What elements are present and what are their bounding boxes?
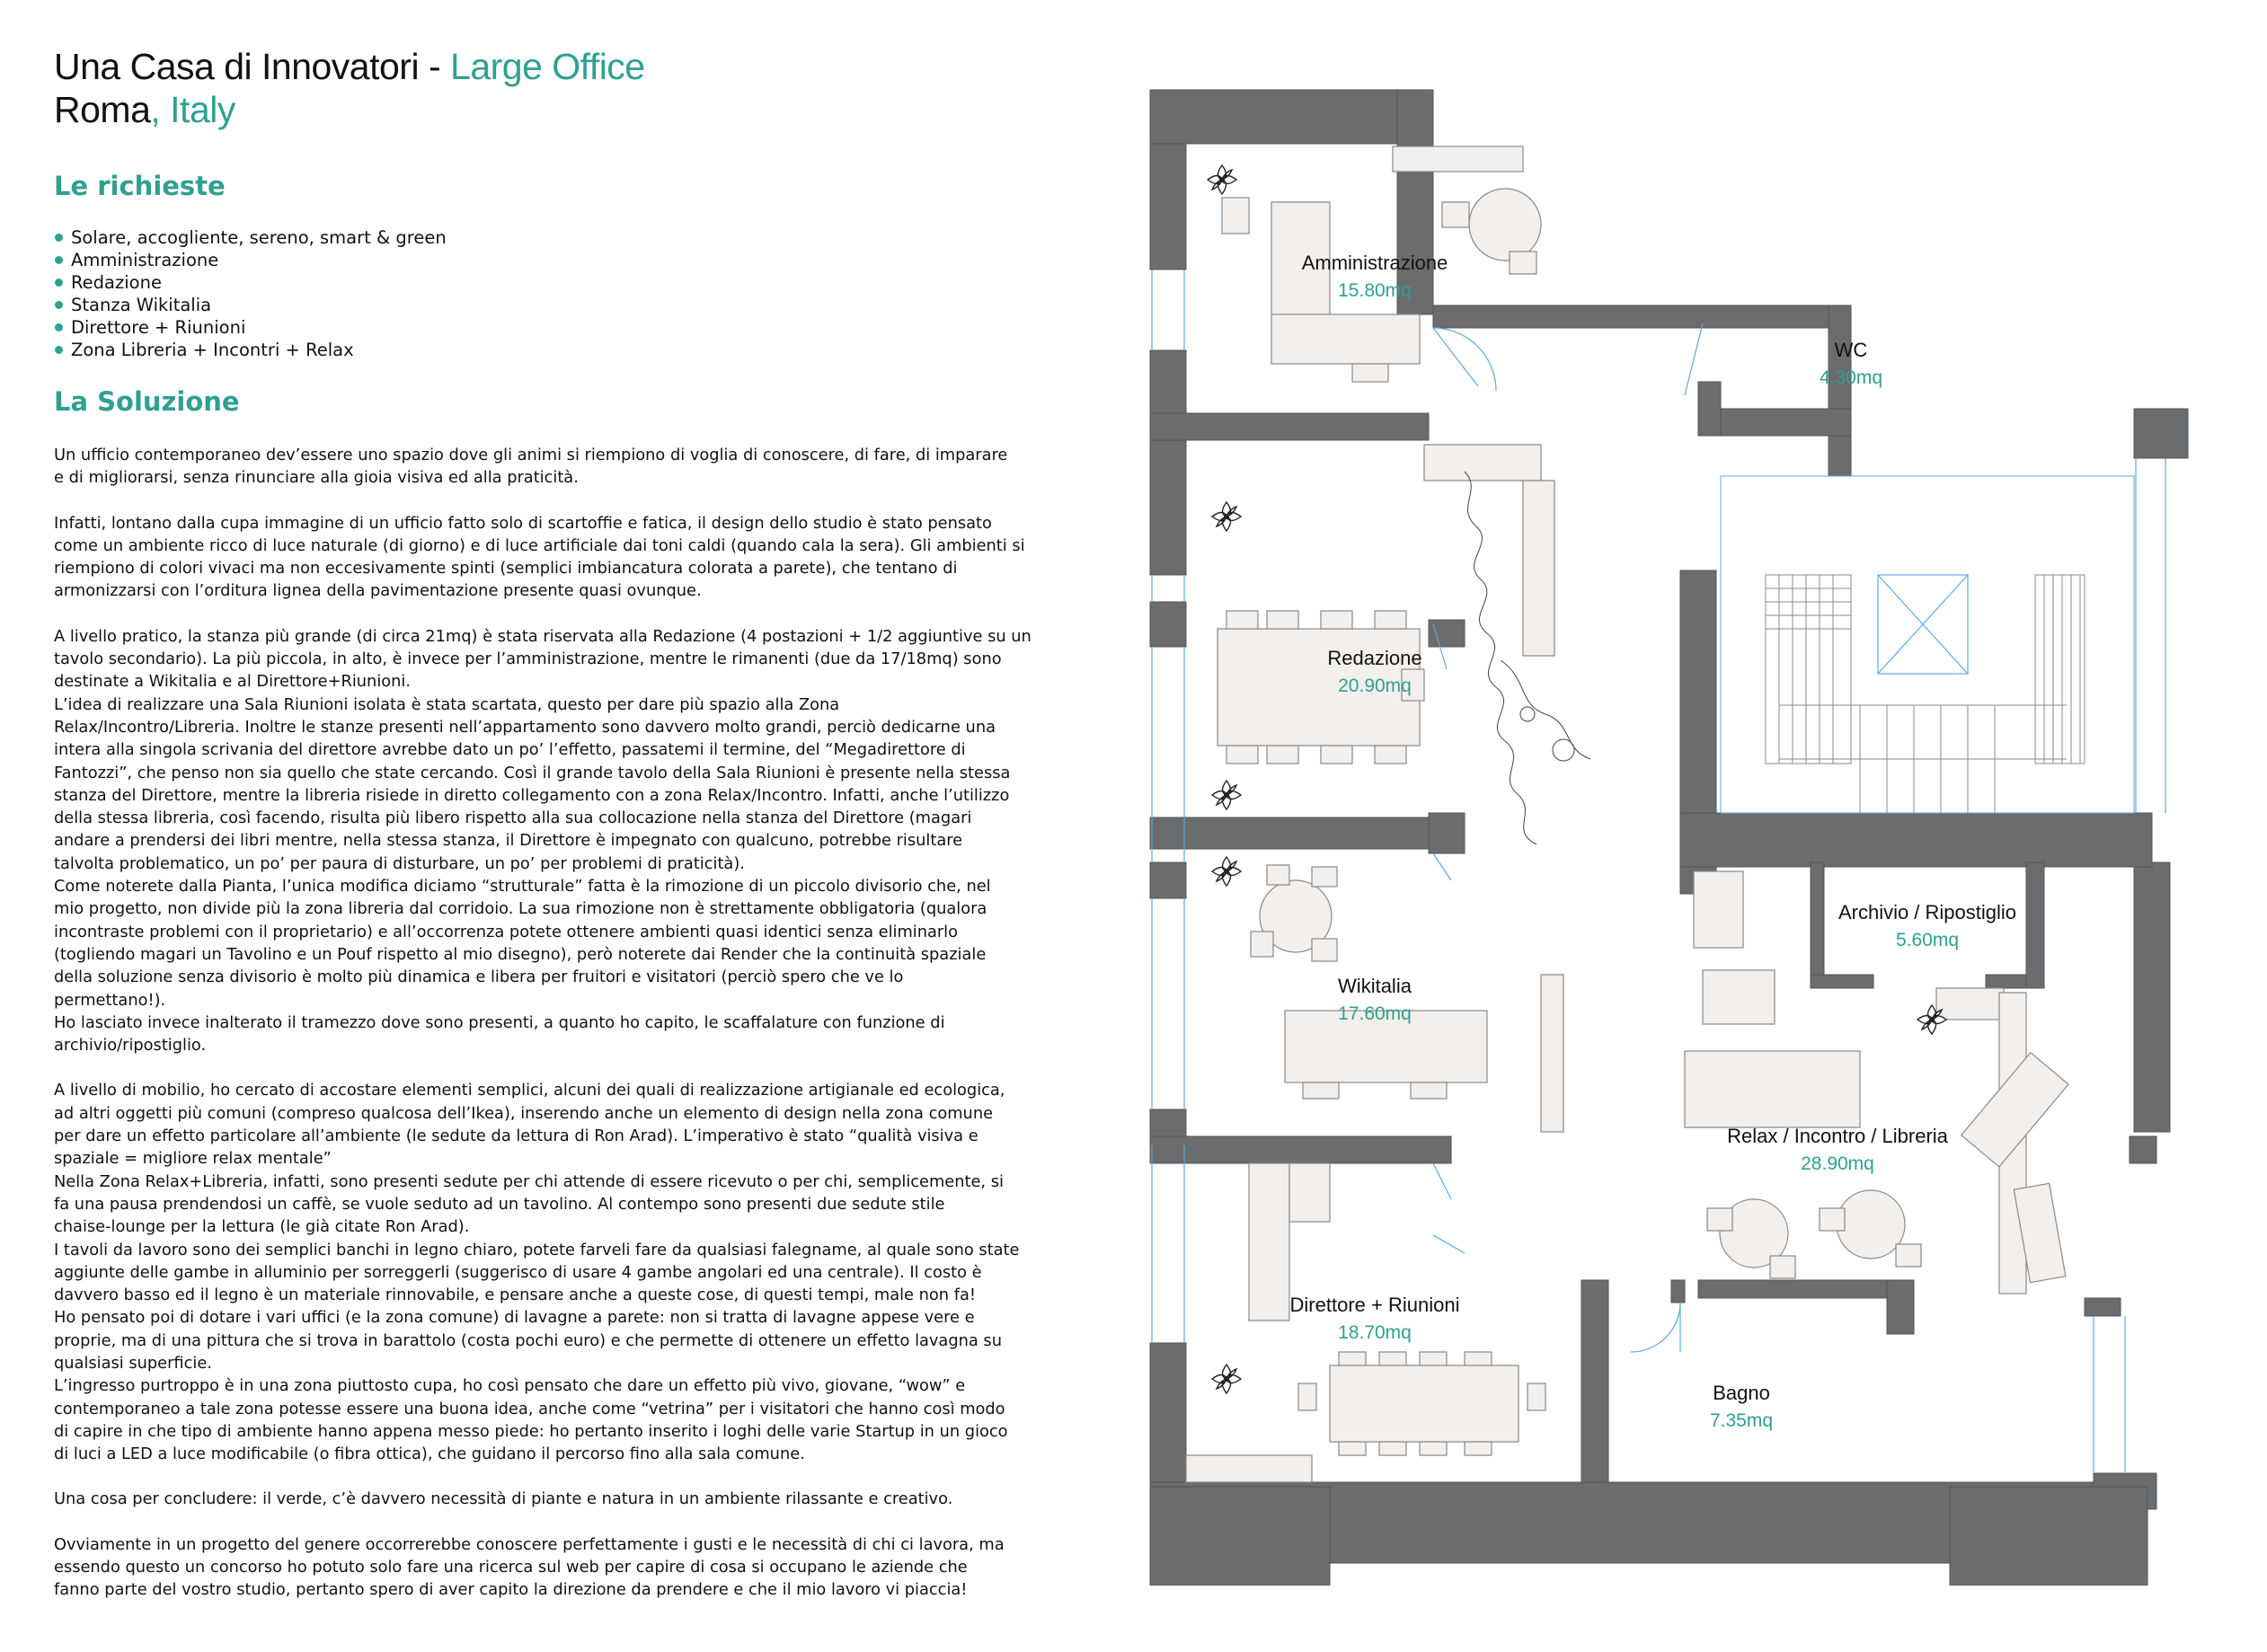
room-name-relax: Relax / Incontro / Libreria [1727,1125,1948,1147]
title-block [54,45,1051,131]
solution-paragraph: Una cosa per concludere: il verde, c’è davvero necessità di piante e natura in un ambiente rilassante e creativo. [54,1489,953,1509]
solution-paragraph: Un ufficio contemporaneo dev’essere uno spazio dove gli animi si riempiono di voglia di conoscere, di fare, di imparare e di migliorarsi, senza rinunciare alla gioia visiva ed alla praticità. [54,446,1008,488]
title-accent: Large Office [450,46,645,87]
solution-paragraph: A livello pratico, la stanza più grande (di circa 21mq) è stata riservata alla Redazione (4 postazioni + 1/2 aggiuntive su un tavolo secondario). La più piccola, in alto, è invece per l’amministrazione, mentre le rimanenti (due da 17/18mq) sono destinate a Wikitalia e al Direttore+Riunioni. L’idea di realizzare una Sala Riunioni isolata è stata scartata, questo per dare più spazio alla Zona Relax/Incontro/Libreria. Inoltre le stanze presenti nell’appartamento sono davvero molto grandi, perciò dedicarne una intera alla singola scrivania del direttore avrebbe dato un po’ l’effetto, passatemi il termine, del “Megadirettore di Fantozzi”, che penso non sia quello che state cercando. Così il grande tavolo della Sala Riunioni è presente nella stessa stanza del Direttore, mentre la libreria risiede in diretto collegamento con a zona Relax/Incontro. Infatti, anche l’utilizzo della stessa libreria, così facendo, risulta più libero rispetto alla sua collocazione nella stanza del Direttore (magari andare a prendersi dei libri mentre, nella stessa stanza, il Direttore è impegnato con qualcuno, potrebbe risultare talvolta problematico, un po’ per paura di disturbare, un po’ per problemi di praticità). Come noterete dalla Pianta, l’unica modifica diciamo “strutturale” fatta è la rimozione di un piccolo divisorio che, nel mio progetto, non divide più la zona libreria dal corridoio. La sua rimozione non è strettamente obbligatoria (qualora incontraste problemi con il proprietario) e all’occorrenza potete ottenere ambienti quasi identici senza eliminarlo (togliendo magari un Tavolino e un Pouf rispetto al mio disegno), però noterete dai Render che la continuità spaziale della soluzione senza divisorio è molto più dinamica e libera per fruitori e visitatori (perciò spero che ve lo permettano!). Ho lasciato invece inalterato il tramezzo dove sono presenti, a quanto ho capito, le scaffalature con funzione di archivio/ripostiglio. [54,626,1032,1056]
requirement-item: Stanza Wikitalia [54,294,447,316]
solution-paragraph: A livello di mobilio, ho cercato di accostare elementi semplici, alcuni dei quali di realizzazione artigianale ed ecologica, ad altri oggetti più comuni (compreso qualcosa dell’Ikea), inserendo anche un elemento di design nella zona comune per dare un effetto particolare all’ambiente (le sedute da lettura di Ron Arad). L’imperativo è stato “qualità visiva e spaziale = migliore relax mentale” Nella Zona Relax+Libreria, infatti, sono presenti sedute per chi attende di essere ricevuto o per chi, semplicemente, si fa una pausa prendendosi un caffè, se vuole seduto ad un tavolino. Al contempo sono presenti due sedute stile chaise-lounge per la lettura (le già citate Ron Arad). I tavoli da lavoro sono dei semplici banchi in legno chiaro, potete farveli fare da qualsiasi falegname, al quale sono state aggiunte delle gambe in alluminio per sorreggerli (suggerisco di usare 4 gambe angolari ed una centrale). Il costo è davvero basso ed il legno è un materiale rinnovabile, e pensare anche a queste cose, di questi tempi, male non fa! Ho pensato poi di dotare i vari uffici (e la zona comune) di lavagne a parete: non si tratta di lavagne appese vere e proprie, ma di una pittura che si trova in barattolo (costa pochi euro) e che permette di ottenere un effetto lavagna su qualsiasi superficie. L’ingresso purtroppo è in una zona piuttosto cupa, ho così pensato che dare un effetto più vivo, giovane, “wow” e contemporaneo a tale zona potesse essere una buona idea, anche come “vetrina” per i visitatori che hanno così modo di capire in che tipo di ambiente hanno appena messo piede: ho pertanto inserito i loghi delle varie Startup in un gioco di luci a LED a luce modificabile (o fibra ottica), che guidano il percorso fino alla sala comune. [54,1081,1020,1464]
room-name-archivio: Archivio / Ripostiglio [1838,901,2017,923]
requirement-item: Solare, accogliente, sereno, smart & green [54,226,447,249]
room-area-redazione: 20.90mq [1338,676,1412,696]
room-name-amministrazione: Amministrazione [1301,252,1448,274]
solution-paragraph: Infatti, lontano dalla cupa immagine di un ufficio fatto solo di scartoffie e fatica, il design dello studio è stato pensato come un ambiente ricco di luce naturale (di giorno) e di luce artificiale dai toni caldi (quando cala la sera). Gli ambienti si riempiono di colori vivaci ma non eccesivamente spinti (semplici imbiancatura colorata a parete), che tentano di armonizzarsi con l’orditura lignea della pavimentazione presente quasi ovunque. [54,513,1025,601]
room-area-wc: 4.30mq [1819,367,1883,388]
requirement-item: Zona Libreria + Incontri + Relax [54,339,447,361]
room-area-amministrazione: 15.80mq [1338,280,1412,301]
solution-paragraph: Ovviamente in un progetto del genere occorrerebbe conoscere perfettamente i gusti e le necessità di chi ci lavora, ma essendo questo un concorso ho potuto solo fare una ricerca sul web per capire di cosa si occupano le aziende che fanno parte del vostro studio, pertanto spero di aver capito la direzione da prendere e che il mio lavoro vi piaccia! [54,1534,1005,1600]
room-area-bagno: 7.35mq [1709,1410,1774,1431]
requirement-item: Amministrazione [54,249,447,271]
room-name-direttore: Direttore + Riunioni [1289,1294,1460,1316]
room-area-archivio: 5.60mq [1895,930,1960,950]
requirements-heading: Le richieste [54,171,226,201]
room-name-wikitalia: Wikitalia [1338,975,1412,997]
location-country: , Italy [150,89,235,130]
project-location [54,88,1051,131]
project-title [54,45,1051,88]
room-name-bagno: Bagno [1713,1382,1770,1404]
requirement-item: Direttore + Riunioni [54,316,447,339]
solution-text [54,444,1051,1602]
room-area-direttore: 18.70mq [1338,1322,1412,1343]
room-name-redazione: Redazione [1327,647,1422,669]
room-name-wc: WC [1834,339,1868,361]
floor-plan [1141,85,2201,1586]
stairs [1766,575,2085,813]
title-main: Una Casa di Innovatori - [54,46,451,87]
requirement-item: Redazione [54,271,447,294]
room-area-relax: 28.90mq [1801,1153,1874,1174]
room-area-wikitalia: 17.60mq [1338,1003,1412,1024]
solution-heading: La Soluzione [54,386,240,417]
requirements-list [54,226,447,361]
location-city: Roma [54,89,151,130]
